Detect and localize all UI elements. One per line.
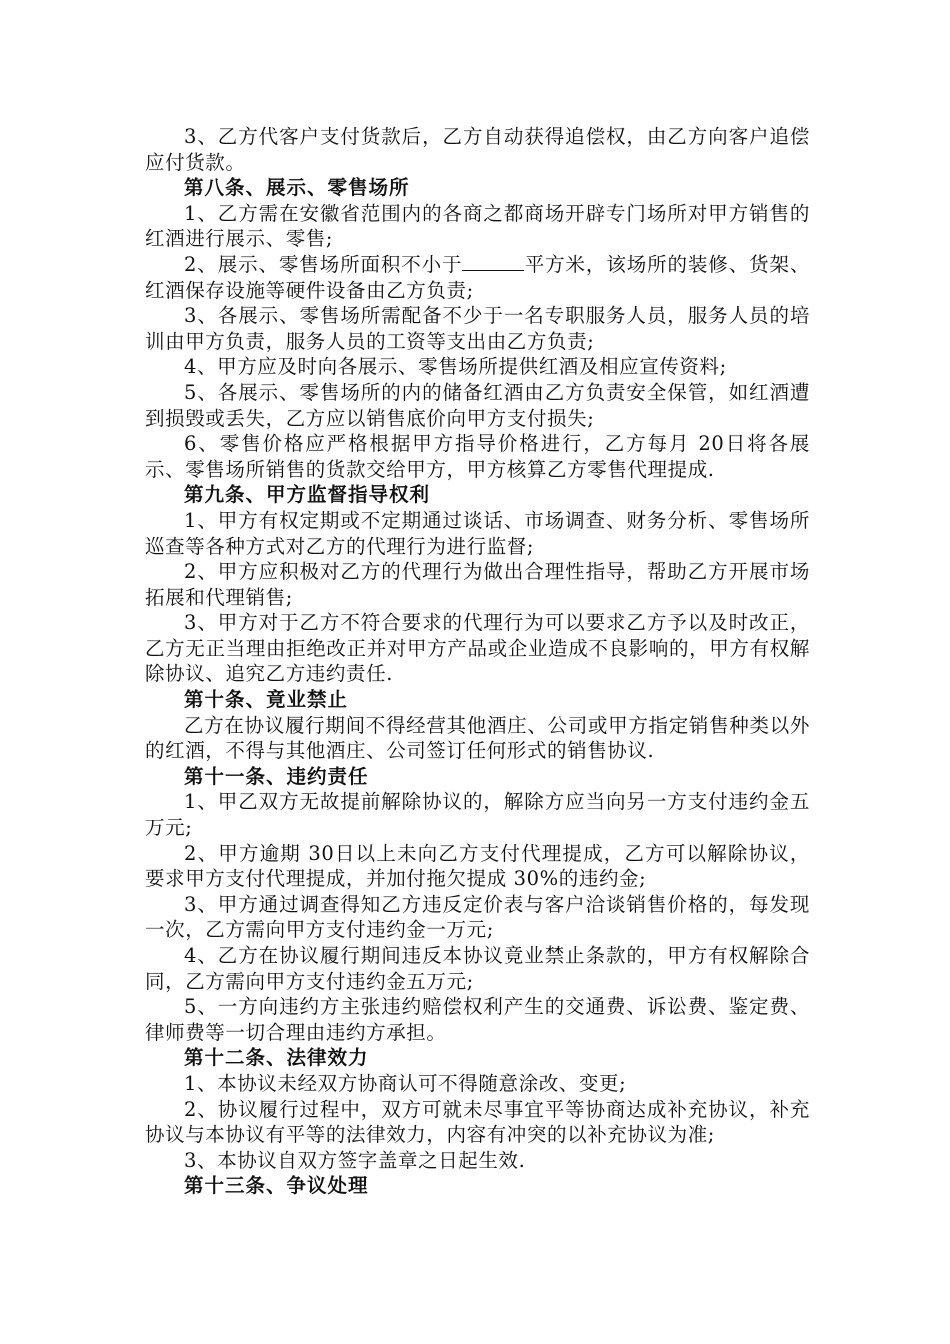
article-8-item-5: 5、各展示、零售场所的内的储备红酒由乙方负责安全保管，如红酒遭到损毁或丢失，乙方应以销售底价向甲方支付损失;	[145, 380, 810, 430]
article-13-heading: 第十三条、争议处理	[184, 1174, 369, 1198]
paragraph-payment-recovery: 3、乙方代客户支付货款后，乙方自动获得追偿权，由乙方向客户追偿应付货款。	[145, 125, 810, 174]
article-12-item-1: 1、本协议未经双方协商认可不得随意涂改、变更;	[184, 1071, 627, 1095]
article-9-heading: 第九条、甲方监督指导权利	[184, 483, 431, 507]
article-10-heading: 第十条、竟业禁止	[184, 688, 349, 712]
article-11-heading: 第十一条、违约责任	[184, 764, 369, 788]
article-8-item-2	[145, 252, 810, 303]
article-9-item-1: 1、甲方有权定期或不定期通过谈话、市场调查、财务分析、零售场所巡查等各种方式对乙方的代理行为进行监督;	[145, 508, 810, 558]
area-blank-line	[462, 252, 524, 271]
article-11-item-1: 1、甲乙双方无故提前解除协议的，解除方应当向另一方支付违约金五万元;	[145, 790, 810, 840]
article-9-item-2: 2、甲方应积极对乙方的代理行为做出合理性指导，帮助乙方开展市场拓展和代理销售;	[145, 560, 810, 609]
document-page	[145, 124, 810, 1199]
article-8-item-4: 4、甲方应及时向各展示、零售场所提供红酒及相应宣传资料;	[184, 355, 727, 379]
article-11-item-5: 5、一方向违约方主张违约赔偿权利产生的交通费、诉讼费、鉴定费、律师费等一切合理由违约方承担。	[145, 995, 810, 1044]
article-9-item-3: 3、甲方对于乙方不符合要求的代理行为可以要求乙方予以及时改正，乙方无正当理由拒绝改正并对甲方产品或企业造成不良影响的，甲方有权解除协议、追究乙方违约责任.	[145, 611, 810, 686]
article-8-heading: 第八条、展示、零售场所	[184, 176, 410, 200]
article-11-item-2: 2、甲方逾期 30日以上未向乙方支付代理提成，乙方可以解除协议，要求甲方支付代理提成，并加付拖欠提成 30%的违约金;	[145, 841, 810, 891]
article-8-item-6: 6、零售价格应严格根据甲方指导价格进行，乙方每月 20日将各展示、零售场所销售的货款交给甲方，甲方核算乙方零售代理提成.	[145, 432, 810, 481]
article-12-item-2: 2、协议履行过程中，双方可就未尽事宜平等协商达成补充协议，补充协议与本协议有平等的法律效力，内容有冲突的以补充协议为准;	[145, 1097, 810, 1147]
article-12-heading: 第十二条、法律效力	[184, 1046, 369, 1070]
article-8-item-2-before: 2、展示、零售场所面积不小于	[184, 252, 463, 276]
article-8-item-3: 3、各展示、零售场所需配备不少于一名专职服务人员，服务人员的培训由甲方负责，服务人员的工资等支出由乙方负责;	[145, 304, 810, 353]
article-10-item-1: 乙方在协议履行期间不得经营其他酒庄、公司或甲方指定销售种类以外的红酒，不得与其他酒庄、公司签订任何形式的销售协议.	[145, 713, 810, 763]
article-11-item-4: 4、乙方在协议履行期间违反本协议竟业禁止条款的，甲方有权解除合同，乙方需向甲方支付违约金五万元;	[145, 944, 810, 993]
article-12-item-3: 3、本协议自双方签字盖章之日起生效.	[184, 1148, 526, 1172]
article-8-item-1: 1、乙方需在安徽省范围内的各商之都商场开辟专门场所对甲方销售的红酒进行展示、零售;	[145, 201, 810, 251]
article-8-item-2-after: 平方米，该场所的装修、货架、红酒保存设施等硬件设备由乙方负责;	[145, 252, 810, 302]
article-11-item-3: 3、甲方通过调查得知乙方违反定价表与客户洽谈销售价格的，每发现一次，乙方需向甲方支付违约金一万元;	[145, 892, 810, 942]
